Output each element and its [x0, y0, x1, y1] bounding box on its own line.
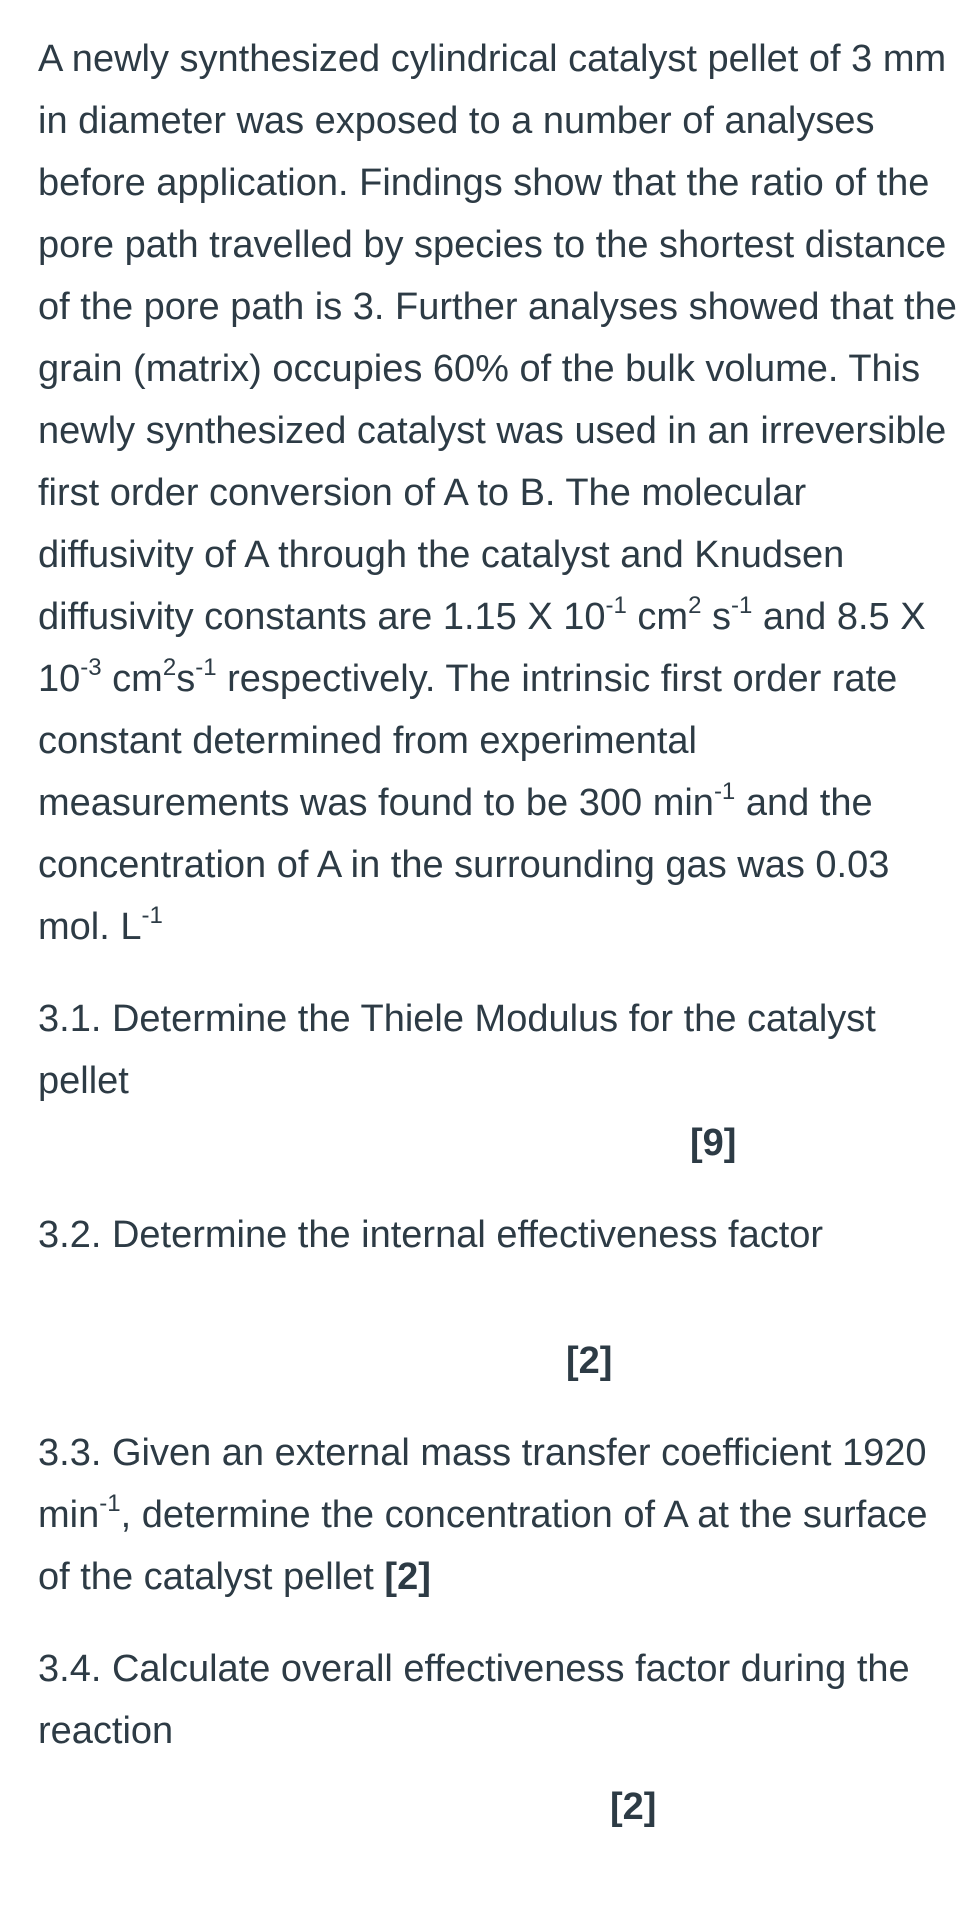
question-3-1-text: 3.1. Determine the Thiele Modulus for the catalyst pellet — [38, 998, 876, 1102]
intro-superscript-3: -1 — [731, 592, 753, 620]
intro-text-5: cm — [101, 658, 163, 700]
intro-superscript-4: -3 — [80, 654, 102, 682]
question-3-4-marks: [2] — [610, 1786, 657, 1828]
question-3-3-text-2: , determine the concentration of A at the surface of the catalyst pellet — [38, 1494, 928, 1598]
intro-text-8: and the concentration of A in the surrounding gas was 0.03 mol. L — [38, 782, 890, 948]
intro-text-2: cm — [626, 596, 689, 638]
intro-superscript-6: -1 — [195, 654, 217, 682]
question-3-2 — [38, 1204, 958, 1266]
intro-text-3: s — [701, 596, 731, 638]
question-3-4-text: 3.4. Calculate overall effectiveness factor during the reaction — [38, 1648, 910, 1752]
intro-text-6: s — [176, 658, 196, 700]
question-3-3 — [38, 1422, 958, 1608]
intro-text-1: A newly synthesized cylindrical catalyst pellet of 3 mm in diameter was exposed to a number of analyses before application. Findings show that the ratio of the pore path travelled by species to the shortest distance of the pore path is 3. Further analyses showed that the grain (matrix) occupies 60% of the bulk volume. This newly synthesized catalyst was used in an irreversible first order conversion of A to B. The molecular diffusivity of A through the catalyst and Knudsen diffusivity constants are 1.15 X 10 — [38, 38, 957, 638]
problem-statement — [38, 28, 958, 958]
question-3-2-marks: [2] — [566, 1340, 613, 1382]
question-document — [38, 28, 958, 1838]
intro-superscript-1: -1 — [605, 592, 627, 620]
intro-text-4: and 8.5 X 10 — [38, 596, 926, 700]
intro-superscript-7: -1 — [713, 778, 736, 806]
intro-superscript-8: -1 — [141, 902, 163, 930]
question-3-1-marks: [9] — [690, 1122, 737, 1164]
question-3-3-marks: [2] — [384, 1556, 431, 1598]
question-3-2-text: 3.2. Determine the internal effectiveness factor — [38, 1214, 824, 1256]
intro-text-7: respectively. The intrinsic first order rate constant determined from experimental measurements was found to be 300 min — [38, 658, 898, 824]
question-3-1 — [38, 988, 958, 1112]
question-3-3-text-1: 3.3. Given an external mass transfer coefficient 1920 min — [38, 1432, 927, 1536]
intro-superscript-5: 2 — [162, 654, 177, 682]
question-3-3-superscript: -1 — [99, 1490, 121, 1518]
intro-superscript-2: 2 — [688, 592, 702, 620]
question-3-4 — [38, 1638, 958, 1762]
